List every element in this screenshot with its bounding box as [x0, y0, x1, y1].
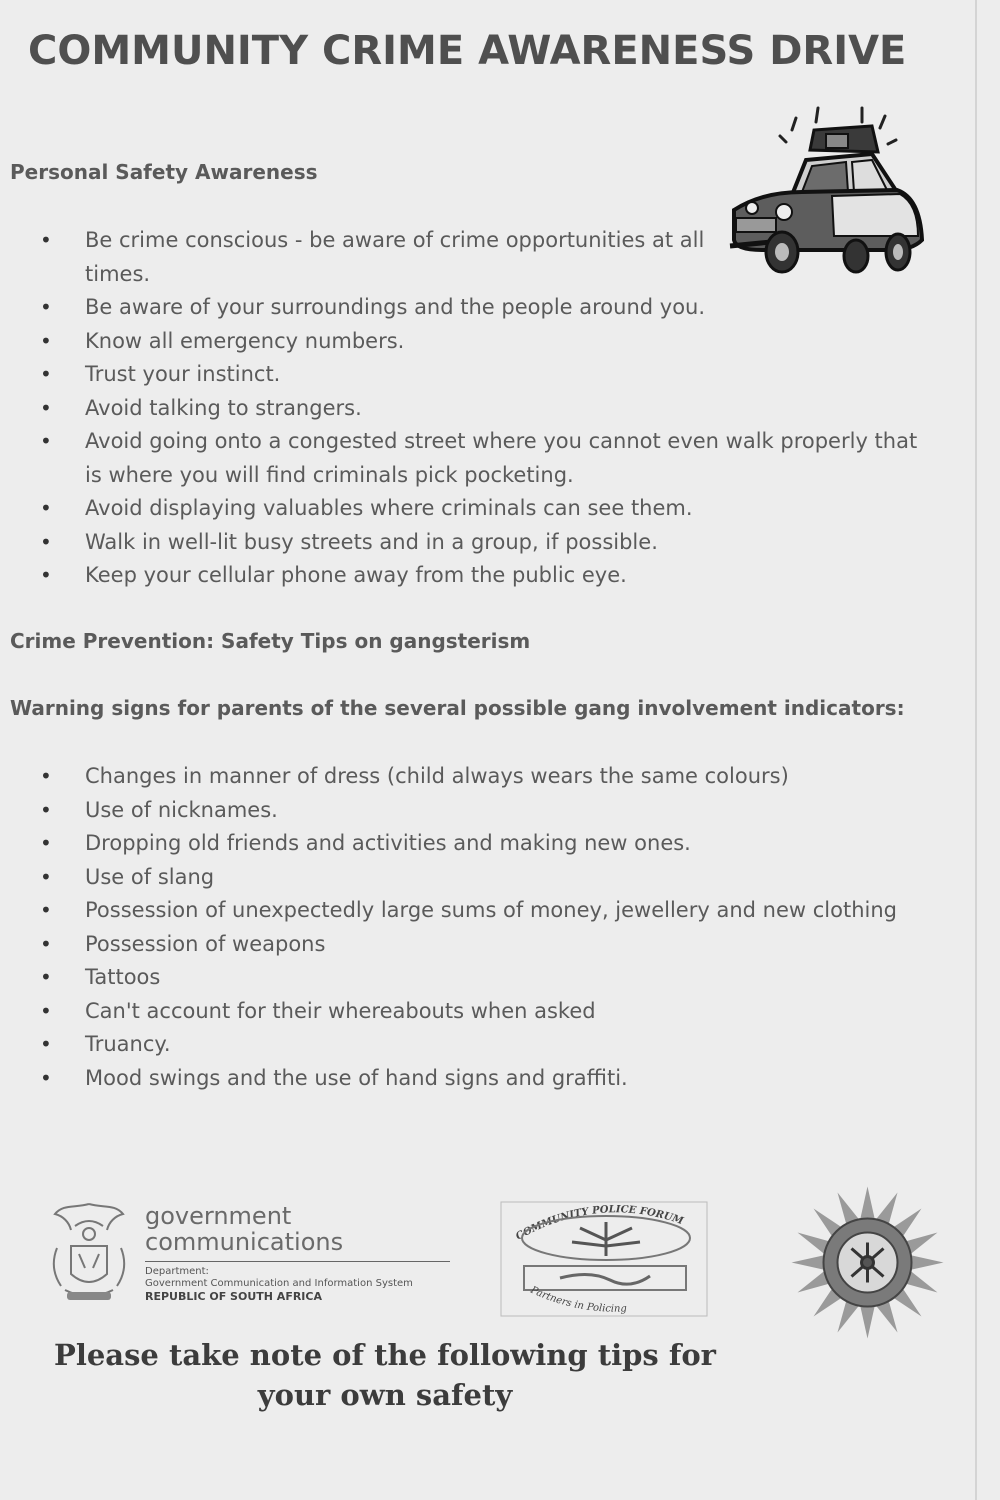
coat-of-arms-icon	[45, 1198, 133, 1308]
list-item: • Avoid displaying valuables where criminals can see them.	[38, 492, 938, 526]
cpf-arc-top-text: COMMUNITY POLICE FORUM	[514, 1204, 685, 1243]
personal-safety-list	[38, 224, 718, 291]
list-item: • Know all emergency numbers.	[38, 325, 938, 359]
list-item: • Avoid going onto a congested street where you cannot even walk properly that is where you will find criminals pick pocketing.	[38, 425, 938, 492]
cpf-arc-bottom-text: Partners in Policing	[528, 1284, 627, 1315]
footer-note: Please take note of the following tips for your own safety	[54, 1338, 716, 1412]
gcis-logo	[145, 1203, 455, 1303]
list-item: • Be aware of your surroundings and the people around you.	[38, 291, 938, 325]
list-item: • Be crime conscious - be aware of crime opportunities at all times.	[38, 224, 718, 291]
personal-safety-list-cont	[38, 291, 938, 593]
list-item: • Truancy.	[38, 1028, 938, 1062]
gcis-dept-label: Department:	[145, 1266, 209, 1277]
list-item: • Changes in manner of dress (child always wears the same colours)	[38, 760, 938, 794]
list-item: • Possession of unexpectedly large sums of money, jewellery and new clothing	[38, 894, 938, 928]
list-item: • Dropping old friends and activities and making new ones.	[38, 827, 938, 861]
list-item: • Mood swings and the use of hand signs and graffiti.	[38, 1062, 938, 1096]
gcis-line2: communications	[145, 1228, 344, 1256]
list-item: • Tattoos	[38, 961, 938, 995]
crime-prevention-heading: Crime Prevention: Safety Tips on gangsterism	[10, 629, 531, 653]
list-item: • Can't account for their whereabouts when asked	[38, 995, 938, 1029]
list-item: • Use of slang	[38, 861, 938, 895]
warning-signs-heading: Warning signs for parents of the several possible gang involvement indicators:	[10, 696, 905, 720]
gcis-system-name: Government Communication and Information System	[145, 1278, 413, 1289]
saps-badge-icon	[790, 1185, 945, 1340]
list-item: • Walk in well-lit busy streets and in a group, if possible.	[38, 526, 938, 560]
list-item: • Possession of weapons	[38, 928, 938, 962]
page-edge	[975, 0, 977, 1500]
gcis-country: REPUBLIC OF SOUTH AFRICA	[145, 1290, 322, 1303]
police-car-icon	[722, 100, 927, 280]
list-item: • Trust your instinct.	[38, 358, 938, 392]
gcis-line1: government	[145, 1202, 292, 1230]
list-item: • Keep your cellular phone away from the public eye.	[38, 559, 938, 593]
list-item: • Avoid talking to strangers.	[38, 392, 938, 426]
warning-signs-list	[38, 760, 938, 1095]
page-title: COMMUNITY CRIME AWARENESS DRIVE	[28, 28, 907, 74]
divider	[145, 1261, 450, 1262]
list-item: • Use of nicknames.	[38, 794, 938, 828]
svg-text:Partners in Policing	[528, 1284, 627, 1314]
cpf-logo-icon	[500, 1200, 710, 1318]
personal-safety-heading: Personal Safety Awareness	[10, 160, 318, 184]
